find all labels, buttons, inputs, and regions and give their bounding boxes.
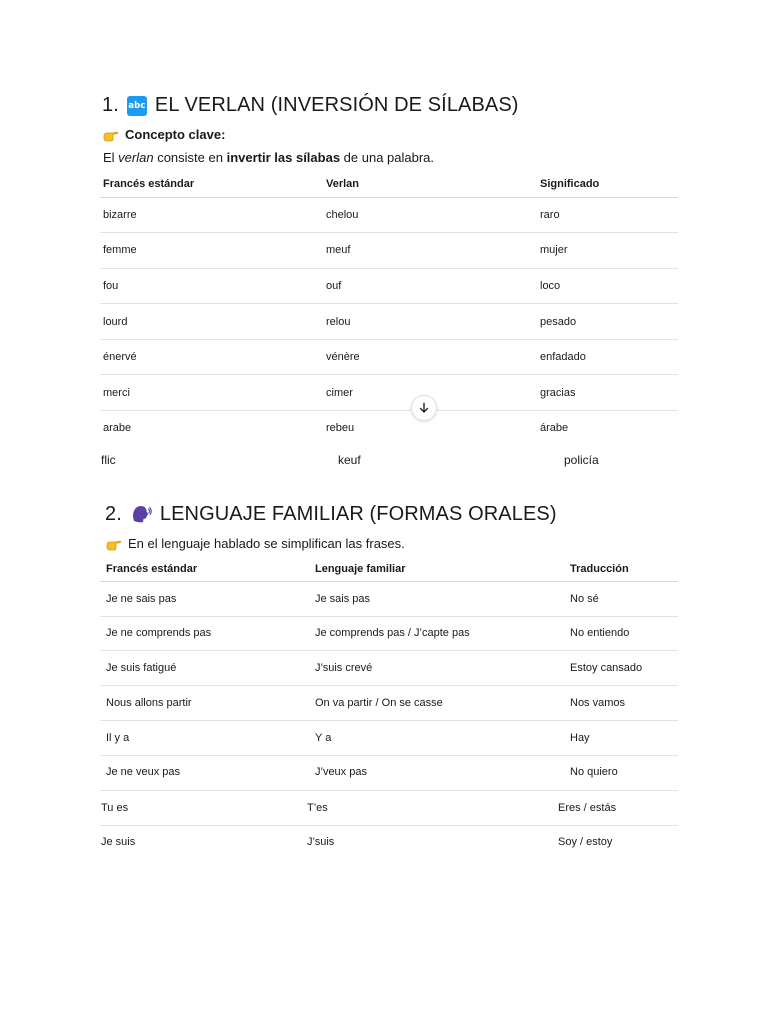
table-header: Francés estándar xyxy=(103,178,195,190)
section-2-intro xyxy=(106,536,405,551)
table-cell: rebeu xyxy=(326,422,355,434)
table-cell: J’suis xyxy=(307,836,335,848)
table-cell: lourd xyxy=(103,316,128,328)
desc-suffix: de una palabra. xyxy=(340,150,435,165)
header-divider xyxy=(100,581,678,582)
section-2-number: 2. xyxy=(105,503,122,525)
table-cell: femme xyxy=(103,244,137,256)
table-cell: keuf xyxy=(338,453,361,467)
row-divider xyxy=(100,685,678,686)
abc-input-icon: abc xyxy=(127,96,147,116)
row-divider xyxy=(100,303,678,304)
section-1-number: 1. xyxy=(102,94,119,116)
table-cell: Je ne comprends pas xyxy=(106,627,212,639)
concept-key-label: Concepto clave: xyxy=(125,127,226,142)
table-cell: Estoy cansado xyxy=(570,662,643,674)
desc-middle: consiste en xyxy=(153,150,227,165)
table-cell: T’es xyxy=(307,802,328,814)
table-cell: mujer xyxy=(540,244,568,256)
table-cell: raro xyxy=(540,209,560,221)
table-cell: Je ne sais pas xyxy=(106,593,177,605)
table-cell: meuf xyxy=(326,244,351,256)
row-divider xyxy=(100,755,678,756)
table-header: Significado xyxy=(540,178,600,190)
table-cell: cimer xyxy=(326,387,353,399)
table-header: Verlan xyxy=(326,178,360,190)
desc-bold: invertir las sílabas xyxy=(226,150,341,165)
table-cell: Hay xyxy=(570,732,590,744)
table-cell: Je suis xyxy=(101,836,136,848)
table-cell: Y a xyxy=(315,732,332,744)
table-cell: Tu es xyxy=(101,802,129,814)
table-cell: enfadado xyxy=(540,351,586,363)
row-divider xyxy=(100,616,678,617)
concept-key-line xyxy=(103,127,225,142)
table-cell: arabe xyxy=(103,422,132,434)
table-cell: Nos vamos xyxy=(570,697,626,709)
row-divider xyxy=(100,268,678,269)
intro-text: En el lenguaje hablado se simplifican las frases. xyxy=(128,536,405,551)
table-cell: policía xyxy=(564,453,599,467)
table-cell: Je sais pas xyxy=(315,593,371,605)
table-header: Francés estándar xyxy=(106,563,198,575)
section-2-heading xyxy=(105,503,557,526)
table-cell: Il y a xyxy=(106,732,130,744)
desc-prefix: El xyxy=(103,150,119,165)
table-cell: Nous allons partir xyxy=(106,697,192,709)
speaking-head-icon xyxy=(130,505,152,525)
row-divider xyxy=(100,790,678,791)
table-cell: No entiendo xyxy=(570,627,630,639)
table-cell: bizarre xyxy=(103,209,137,221)
table-cell: ouf xyxy=(326,280,342,292)
row-divider xyxy=(100,232,678,233)
table-cell: Eres / estás xyxy=(558,802,617,814)
table-cell: No sé xyxy=(570,593,599,605)
table-cell: relou xyxy=(326,316,351,328)
table-cell: árabe xyxy=(540,422,569,434)
row-divider xyxy=(100,650,678,651)
section-2-title: LENGUAJE FAMILIAR (FORMAS ORALES) xyxy=(159,503,557,525)
table-cell: Soy / estoy xyxy=(558,836,613,848)
table-cell: merci xyxy=(103,387,130,399)
pointing-hand-icon xyxy=(106,537,122,551)
section-1-title: EL VERLAN (INVERSIÓN DE SÍLABAS) xyxy=(154,94,519,116)
table-cell: J’veux pas xyxy=(315,766,367,778)
table-cell: pesado xyxy=(540,316,577,328)
table-cell: Je ne veux pas xyxy=(106,766,180,778)
scroll-down-button[interactable] xyxy=(411,395,437,421)
section-1-heading xyxy=(102,94,519,117)
row-divider xyxy=(100,339,678,340)
row-divider xyxy=(100,374,678,375)
table-cell: J’suis crevé xyxy=(315,662,373,674)
table-header: Traducción xyxy=(570,563,629,575)
pointing-hand-icon xyxy=(103,128,119,142)
verlan-description xyxy=(103,150,434,165)
header-divider xyxy=(100,197,678,198)
row-divider xyxy=(100,410,678,411)
table-cell: Je comprends pas / J’capte pas xyxy=(315,627,470,639)
table-cell: gracias xyxy=(540,387,576,399)
table-cell: énervé xyxy=(103,351,137,363)
table-cell: vénère xyxy=(326,351,360,363)
table-header: Lenguaje familiar xyxy=(315,563,406,575)
arrow-down-icon xyxy=(418,402,430,414)
table-cell: loco xyxy=(540,280,561,292)
table-cell: Je suis fatigué xyxy=(106,662,177,674)
row-divider xyxy=(100,720,678,721)
table-cell: On va partir / On se casse xyxy=(315,697,443,709)
table-cell: flic xyxy=(101,453,116,467)
desc-term: verlan xyxy=(118,150,154,165)
table-cell: chelou xyxy=(326,209,359,221)
table-cell: No quiero xyxy=(570,766,618,778)
row-divider xyxy=(100,825,678,826)
table-cell: fou xyxy=(103,280,119,292)
